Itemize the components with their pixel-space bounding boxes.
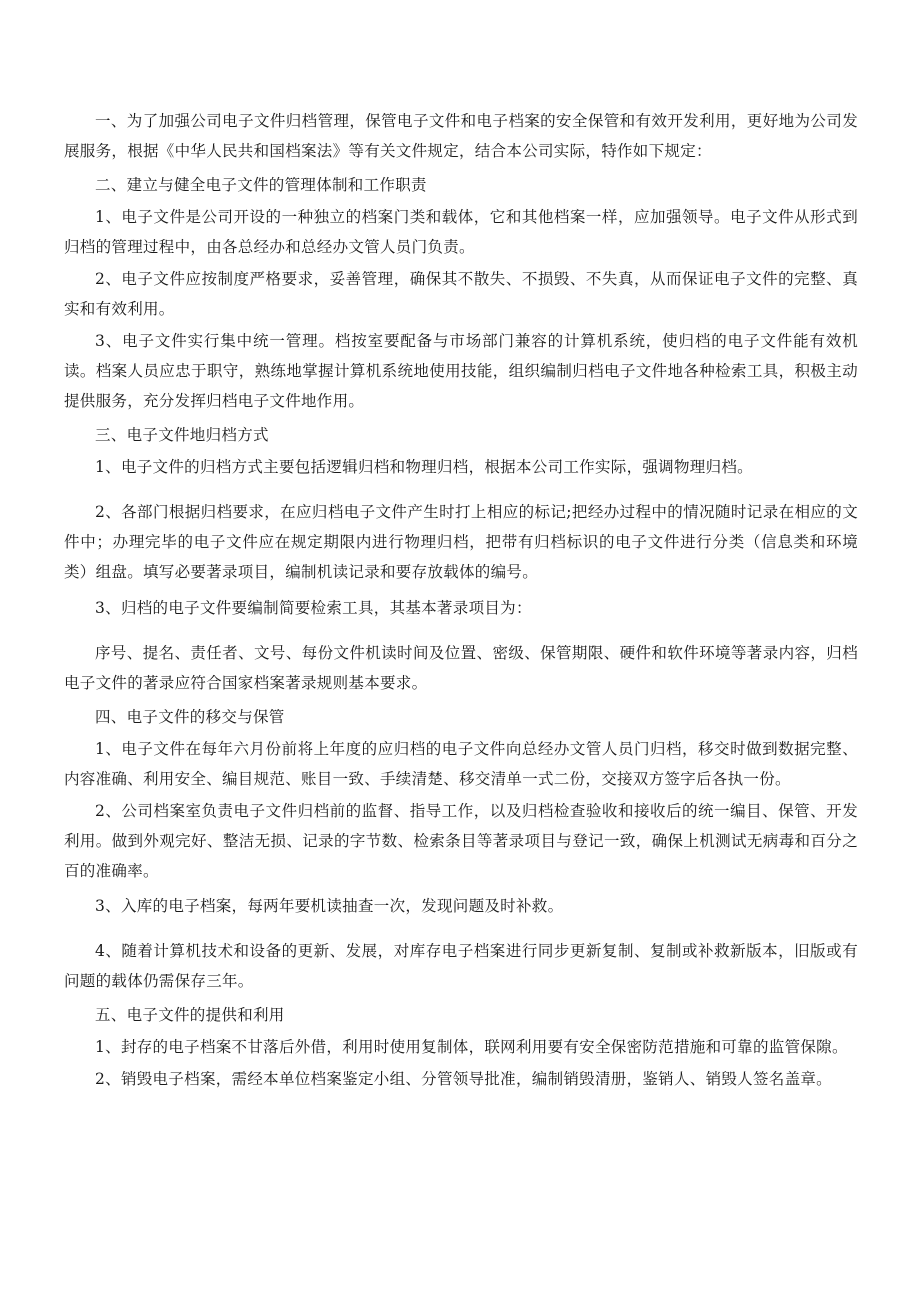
paragraph-3-1: 1、电子文件的归档方式主要包括逻辑归档和物理归档，根据本公司工作实际，强调物理归档。 (95, 458, 753, 476)
paragraph-4-1: 1、电子文件在每年六月份前将上年度的应归档的电子文件向总经办文管人员门归档，移交时做到数据完整、内容准确、利用安全、编目规范、账目一致、手续清楚、移交清单一式二份，交接双方签字后各执一份。 (64, 740, 858, 788)
paragraph-3-3: 3、归档的电子文件要编制简要检索工具，其基本著录项目为： (95, 599, 532, 617)
section-heading-5: 五、电子文件的提供和利用 (95, 1006, 285, 1024)
paragraph-4-3: 3、入库的电子档案，每两年要机读抽查一次，发现问题及时补救。 (95, 897, 564, 915)
paragraph-4-4: 4、随着计算机技术和设备的更新、发展，对库存电子档案进行同步更新复制、复制或补救新版本，旧版或有问题的载体仍需保存三年。 (64, 942, 858, 990)
section-heading-2: 二、建立与健全电子文件的管理体制和工作职责 (95, 176, 427, 194)
paragraph-2-2: 2、电子文件应按制度严格要求，妥善管理，确保其不散失、不损毁、不失真，从而保证电子文件的完整、真实和有效利用。 (64, 270, 858, 318)
paragraph-4-2: 2、公司档案室负责电子文件归档前的监督、指导工作，以及归档检查验收和接收后的统一编目、保管、开发利用。做到外观完好、整洁无损、记录的字节数、检索条目等著录项目与登记一致，确保上机测试无病毒和百分之百的准确率。 (64, 802, 858, 880)
paragraph-3-2: 2、各部门根据归档要求，在应归档电子文件产生时打上相应的标记;把经办过程中的情况随时记录在相应的文件中；办理完毕的电子文件应在规定期限内进行物理归档，把带有归档标识的电子文件进行分类（信息类和环境类）组盘。填写必要著录项目，编制机读记录和要存放载体的编号。 (64, 503, 858, 581)
paragraph-5-2: 2、销毁电子档案，需经本单位档案鉴定小组、分管领导批准，编制销毁清册，鉴销人、销毁人签名盖章。 (95, 1070, 832, 1088)
paragraph-2-3: 3、电子文件实行集中统一管理。档按室要配备与市场部门兼容的计算机系统，使归档的电子文件能有效机读。档案人员应忠于职守，熟练地掌握计算机系统地使用技能，组织编制归档电子文件地各种检索工具，积极主动提供服务，充分发挥归档电子文件地作用。 (64, 332, 858, 410)
paragraph-2-1: 1、电子文件是公司开设的一种独立的档案门类和载体，它和其他档案一样，应加强领导。电子文件从形式到归档的管理过程中，由各总经办和总经办文管人员门负责。 (64, 208, 858, 256)
section-heading-3: 三、电子文件地归档方式 (95, 426, 269, 444)
paragraph-5-1: 1、封存的电子档案不甘落后外借，利用时使用复制体，联网利用要有安全保密防范措施和可靠的监管保隙。 (95, 1038, 848, 1056)
paragraph-3-3-items: 序号、提名、责任者、文号、每份文件机读时间及位置、密级、保管期限、硬件和软件环境等著录内容，归档电子文件的著录应符合国家档案著录规则基本要求。 (64, 644, 858, 692)
paragraph-1-purpose: 一、为了加强公司电子文件归档管理，保管电子文件和电子档案的安全保管和有效开发利用，更好地为公司发展服务，根据《中华人民共和国档案法》等有关文件规定，结合本公司实际，特作如下规定： (64, 112, 858, 160)
section-heading-4: 四、电子文件的移交与保管 (95, 708, 285, 726)
